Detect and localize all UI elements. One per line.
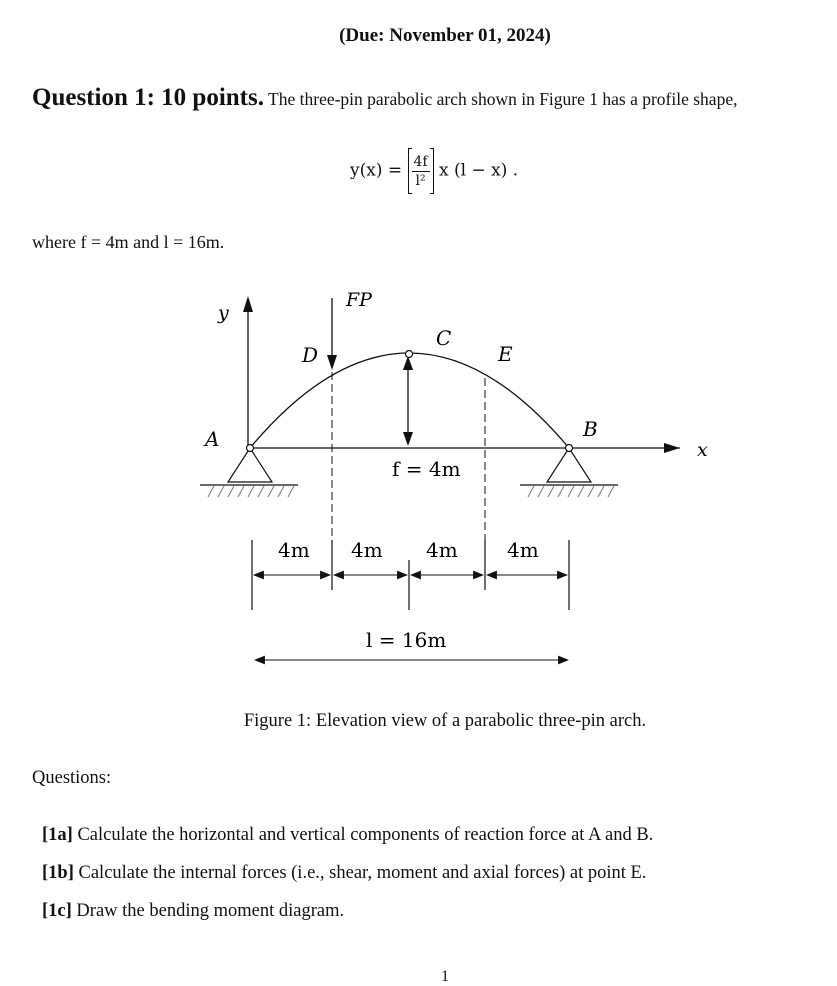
x-axis-label: x bbox=[697, 439, 708, 461]
support-b bbox=[547, 448, 591, 482]
page-number: 1 bbox=[441, 968, 449, 985]
equation-lhs: y(x) = bbox=[350, 160, 403, 181]
pin-b bbox=[566, 445, 573, 452]
pin-a bbox=[247, 445, 254, 452]
segment-label-3: 4m bbox=[426, 538, 458, 562]
rise-arrow-bottom bbox=[403, 432, 413, 446]
question-item bbox=[42, 901, 344, 922]
span-label: l = 16m bbox=[366, 628, 447, 652]
point-b-label: B bbox=[583, 417, 598, 441]
force-label: FP bbox=[346, 289, 372, 311]
right-bracket bbox=[430, 148, 434, 194]
question-item bbox=[42, 863, 646, 884]
point-c-label: C bbox=[436, 326, 452, 350]
fraction-numerator: 4f bbox=[413, 153, 428, 170]
rise-arrow-top bbox=[403, 356, 413, 370]
point-d-label: D bbox=[302, 343, 319, 367]
segment-label-4: 4m bbox=[507, 538, 539, 562]
question-item bbox=[42, 825, 653, 846]
force-arrowhead bbox=[327, 355, 337, 370]
profile-equation bbox=[350, 148, 518, 194]
y-axis-arrowhead bbox=[243, 296, 253, 312]
fraction-denominator: l² bbox=[415, 172, 426, 189]
support-a bbox=[228, 448, 272, 482]
question-tag: [1b] bbox=[42, 863, 74, 883]
point-a-label: A bbox=[205, 427, 220, 451]
figure-caption: Figure 1: Elevation view of a parabolic three-pin arch. bbox=[243, 711, 647, 731]
question-text: Calculate the internal forces (i.e., shear, moment and axial forces) at point E. bbox=[73, 863, 647, 883]
fraction bbox=[412, 153, 430, 190]
ground-b-hatch bbox=[528, 486, 614, 497]
question-text: Calculate the horizontal and vertical components of reaction force at A and B. bbox=[72, 825, 654, 845]
question-tag: [1c] bbox=[42, 901, 72, 921]
question-text: Draw the bending moment diagram. bbox=[71, 901, 345, 921]
question-1-text: The three-pin parabolic arch shown in Figure 1 has a profile shape, bbox=[263, 89, 738, 109]
where-clause: where f = 4m and l = 16m. bbox=[32, 232, 225, 252]
arch-figure bbox=[0, 280, 837, 700]
question-1-intro bbox=[32, 84, 832, 112]
x-axis-arrowhead bbox=[664, 443, 680, 453]
pin-c bbox=[406, 351, 413, 358]
y-axis-label: y bbox=[218, 302, 229, 324]
due-date: (Due: November 01, 2024) bbox=[339, 25, 551, 46]
questions-label: Questions: bbox=[32, 768, 112, 788]
point-e-label: E bbox=[498, 342, 513, 366]
segment-label-2: 4m bbox=[351, 538, 383, 562]
ground-a-hatch bbox=[208, 486, 294, 497]
rise-label: f = 4m bbox=[392, 457, 461, 481]
question-tag: [1a] bbox=[42, 825, 73, 845]
equation-rhs: x (l − x) . bbox=[439, 160, 519, 181]
segment-label-1: 4m bbox=[278, 538, 310, 562]
question-1-heading: Question 1: 10 points. bbox=[32, 84, 264, 111]
